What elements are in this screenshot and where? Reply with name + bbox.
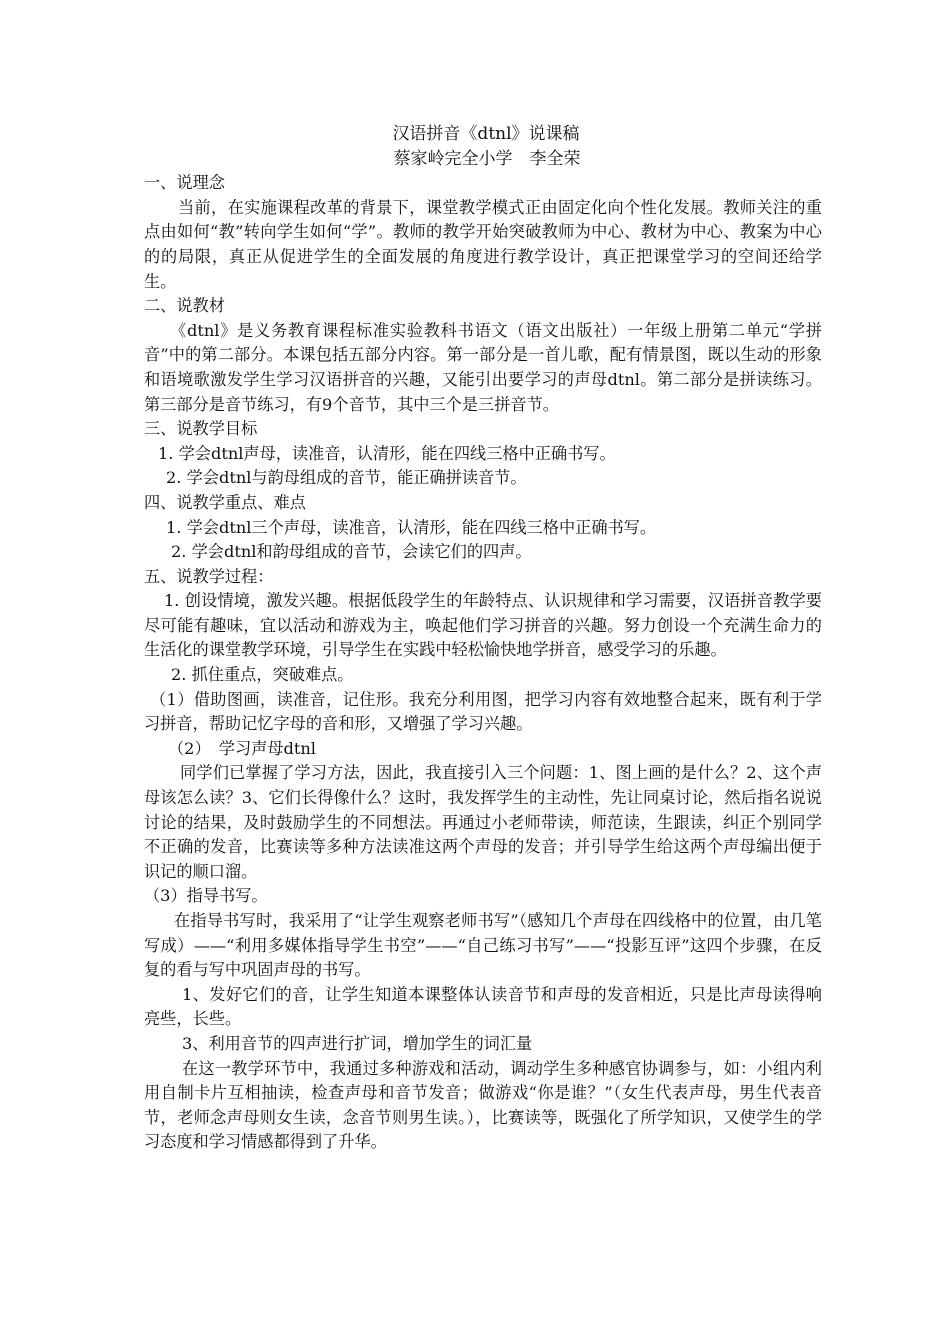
process-paragraph-8: 1、发好它们的音，让学生知道本课整体认读音节和声母的发音相近，只是比声母读得响亮些，长些。: [144, 984, 822, 1029]
document-author: 蔡家岭完全小学 李全荣: [393, 148, 581, 169]
paragraph-textbook: 《dtnl》是义务教育课程标准实验教科书语文（语文出版社）一年级上册第二单元“学拼音”中的第二部分。本课包括五部分内容。第一部分是一首儿歌，配有情景图，既以生动的形象和语境歌激发学生学习汉语拼音的兴趣，又能引出要学习的声母dtnl。第二部分是拼读练习。第三部分是音节练习，有9个音节，其中三个是三拼音节。: [144, 320, 822, 414]
process-paragraph-10: 在这一教学环节中，我通过多种游戏和活动，调动学生多种感官协调参与，如：小组内利用自制卡片互相抽读，检查声母和音节发音；做游戏“你是谁？”（女生代表声母，男生代表音节，老师念声母则女生读，念音节则男生读。），比赛读等，既强化了所学知识，又使学生的学习态度和学习情感都得到了升华。: [144, 1058, 822, 1152]
document-page: [144, 122, 822, 1155]
process-paragraph-6: （3）指导书写。: [144, 886, 268, 906]
process-paragraph-2: 2. 抓住重点，突破难点。: [171, 665, 354, 685]
section-heading-key-points: 四、说教学重点、难点: [144, 492, 306, 512]
section-heading-process: 五、说教学过程：: [144, 566, 274, 586]
section-heading-philosophy: 一、说理念: [144, 173, 225, 193]
process-paragraph-9: 3、利用音节的四声进行扩词，增加学生的词汇量: [182, 1033, 533, 1053]
process-paragraph-1: 1. 创设情境，激发兴趣。根据低段学生的年龄特点、认识规律和学习需要，汉语拼音教学要尽可能有趣味，宜以活动和游戏为主，唤起他们学习拼音的兴趣。努力创设一个充满生命力的生活化的课堂教学环境，引导学生在实践中轻松愉快地学拼音，感受学习的乐趣。: [144, 591, 822, 660]
paragraph-philosophy: 当前，在实施课程改革的背景下，课堂教学模式正由固定化向个性化发展。教师关注的重点由如何“教”转向学生如何“学”。教师的教学开始突破教师为中心、教材为中心、教案为中心的的局限，真正从促进学生的全面发展的角度进行教学设计，真正把课堂学习的空间还给学生。: [144, 197, 822, 291]
process-paragraph-7: 在指导书写时，我采用了“让学生观察老师书写”（感知几个声母在四线格中的位置，由几笔写成）——“利用多媒体指导学生书空”——“自己练习书写”——“投影互评”这四个步骤，在反复的看与写中巩固声母的书写。: [144, 911, 822, 980]
process-paragraph-3: （1）借助图画，读准音，记住形。我充分利用图，把学习内容有效地整合起来，既有利于学习拼音，帮助记忆字母的音和形，又增强了学习兴趣。: [144, 689, 822, 734]
section-heading-goals: 三、说教学目标: [144, 419, 258, 439]
goal-item-2: 2. 学会dtnl与韵母组成的音节，能正确拼读音节。: [166, 468, 527, 488]
section-heading-textbook: 二、说教材: [144, 296, 225, 316]
process-paragraph-4: （2） 学习声母dtnl: [168, 738, 316, 758]
document-title: 汉语拼音《dtnl》说课稿: [392, 124, 580, 144]
goal-item-1: 1. 学会dtnl声母，读准音，认清形，能在四线三格中正确书写。: [158, 443, 616, 463]
key-point-item-1: 1. 学会dtnl三个声母，读准音，认清形，能在四线三格中正确书写。: [166, 517, 657, 537]
process-paragraph-5: 同学们已掌握了学习方法，因此，我直接引入三个问题：1、图上画的是什么？2、这个声母该怎么读？3、它们长得像什么？这时，我发挥学生的主动性，先让同桌讨论，然后指名说说讨论的结果，及时鼓励学生的不同想法。再通过小老师带读，师范读，生跟读，纠正个别同学不正确的发音，比赛读等多种方法读准这两个声母的发音；并引导学生给这两个声母编出便于识记的顺口溜。: [144, 763, 822, 881]
key-point-item-2: 2. 学会dtnl和韵母组成的音节，会读它们的四声。: [171, 542, 532, 562]
